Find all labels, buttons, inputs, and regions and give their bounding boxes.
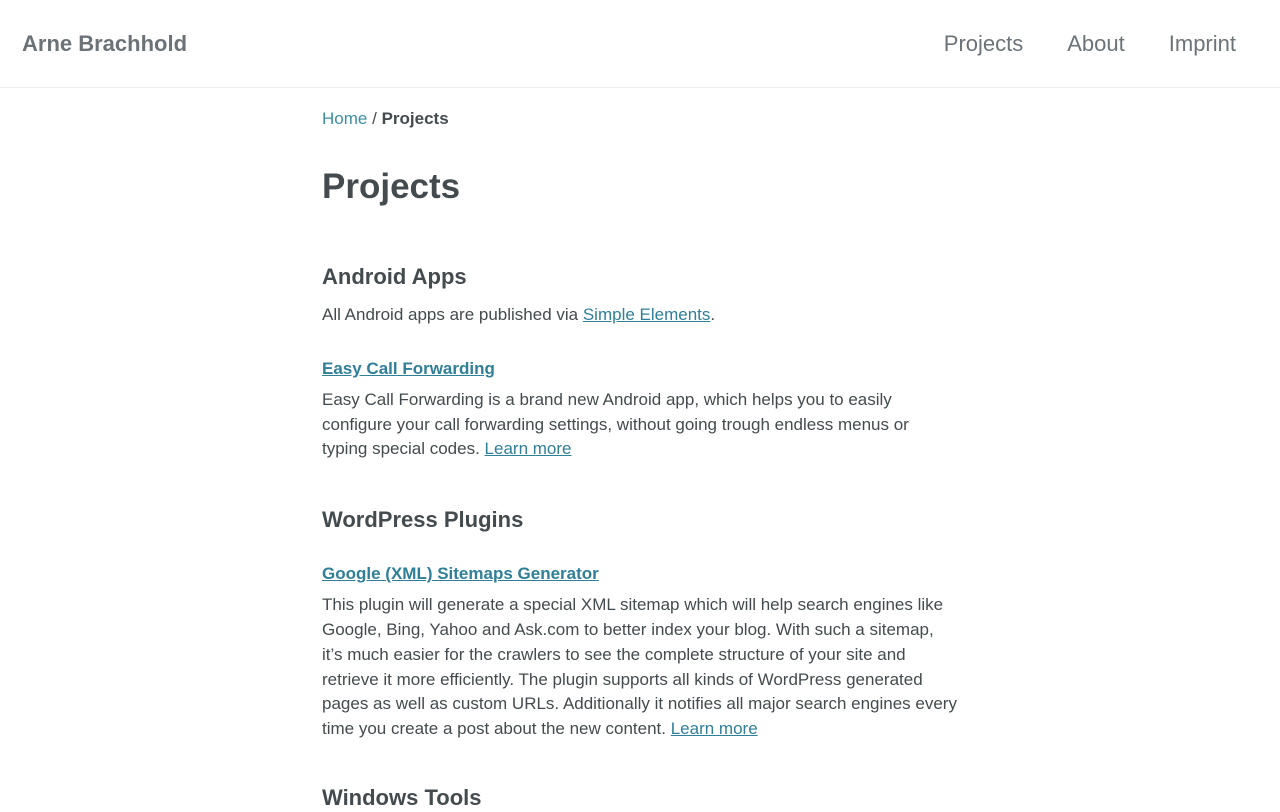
- section-heading-windows: Windows Tools: [322, 784, 482, 810]
- android-intro-text: All Android apps are published via: [322, 305, 583, 324]
- breadcrumb-home-link[interactable]: Home: [322, 109, 368, 128]
- android-intro-suffix: .: [710, 305, 716, 324]
- page-title: Projects: [322, 167, 461, 206]
- nav-item-about[interactable]: About: [1067, 31, 1125, 56]
- section-heading-android: Android Apps: [322, 264, 467, 289]
- section-android-apps: [322, 263, 958, 462]
- project-link-google-sitemaps-generator[interactable]: Google (XML) Sitemaps Generator: [322, 564, 599, 584]
- section-wordpress-plugins: [322, 506, 958, 742]
- nav-item-imprint[interactable]: Imprint: [1168, 31, 1236, 56]
- simple-elements-link[interactable]: Simple Elements: [582, 305, 711, 324]
- breadcrumb: [322, 108, 958, 130]
- section-windows-tools: [322, 784, 958, 812]
- learn-more-link-easy-call-forwarding[interactable]: Learn more: [484, 439, 572, 459]
- nav-item-projects[interactable]: Projects: [943, 31, 1024, 56]
- learn-more-link-google-sitemaps-generator[interactable]: Learn more: [670, 719, 758, 739]
- breadcrumb-current: Projects: [381, 109, 449, 128]
- project-description-text: Easy Call Forwarding is a brand new Android app, which helps you to easily configure your call forwarding settings, without going trough endless menus or typing special codes.: [322, 389, 909, 459]
- main-content: [322, 88, 958, 812]
- project-link-easy-call-forwarding[interactable]: Easy Call Forwarding: [322, 358, 495, 378]
- site-header: [0, 0, 1280, 88]
- project-description-text: This plugin will generate a special XML sitemap which will help search engines like Google, Bing, Yahoo and Ask.com to better index your blog. With such a sitemap, it’s much easier for the crawlers to see the complete structure of your site and retrieve it more efficiently. The plugin supports all kinds of WordPress generated pages as well as custom URLs. Additionally it notifies all major search engines every time you create a post about the new content.: [322, 595, 957, 739]
- project-description-easy-call-forwarding: [322, 388, 958, 462]
- breadcrumb-separator: /: [372, 109, 377, 128]
- site-title-link[interactable]: Arne Brachhold: [22, 31, 188, 56]
- section-heading-wordpress: WordPress Plugins: [322, 507, 524, 533]
- android-intro: [322, 303, 958, 328]
- project-description-google-sitemaps-generator: [322, 593, 958, 742]
- main-nav: [900, 30, 1236, 58]
